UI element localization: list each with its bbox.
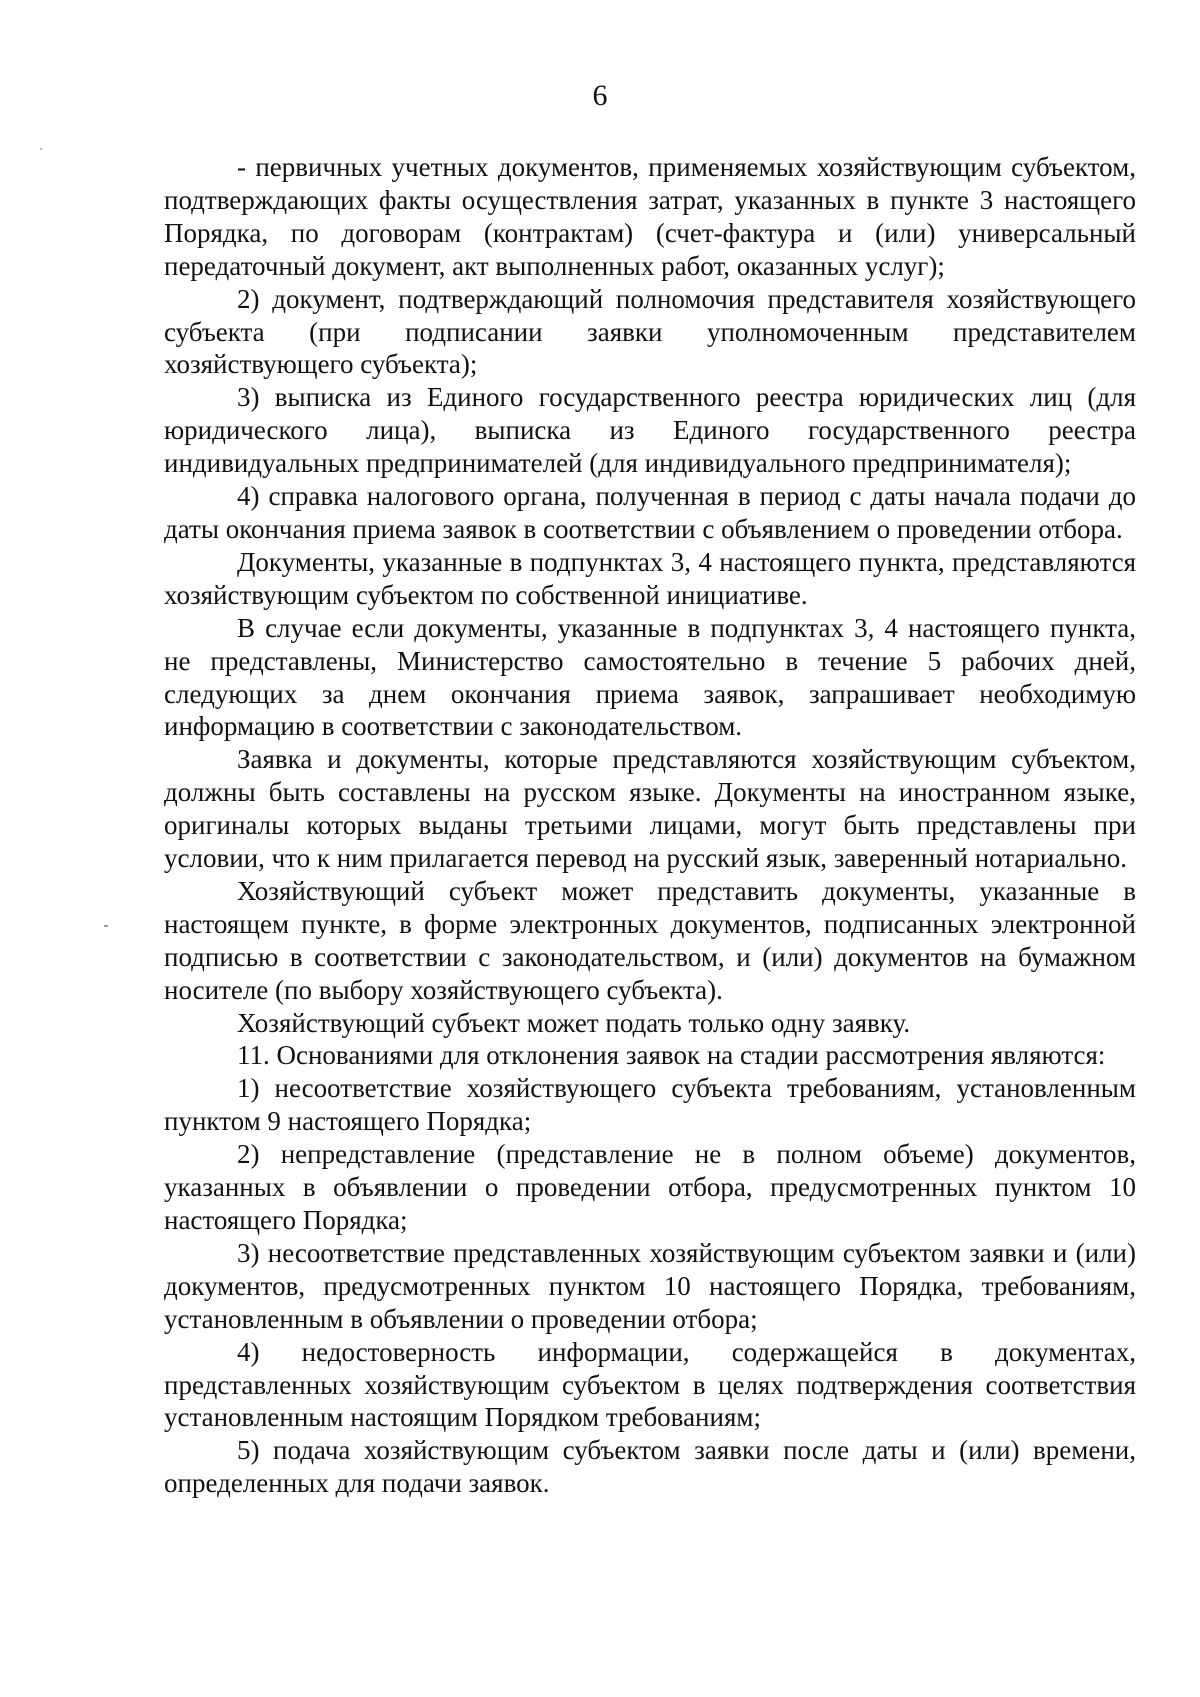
paragraph-language: Заявка и документы, которые представляются хозяйствующим субъектом, должны быть составлены на русском языке. Документы на иностранном языке, оригиналы которых выданы третьими лицами, могут быть представлены при условии, что к ним прилагается перевод на русский язык, заверенный нотариально. — [164, 744, 1136, 874]
paragraph-single-application: Хозяйствующий субъект может подать только одну заявку. — [237, 1007, 911, 1038]
paragraph-reason-5: 5) подача хозяйствующим субъектом заявки после даты и (или) времени, определенных для подачи заявок. — [164, 1435, 1136, 1499]
paragraph-ministry-request: В случае если документы, указанные в подпунктах 3, 4 настоящего пункта, не представлены, Министерство самостоятельно в течение 5 рабочих дней, следующих за днем окончания приема заявок, запрашивает необходимую информацию в соответствии с законодательством. — [164, 612, 1136, 742]
paragraph-primary-documents: - первичных учетных документов, применяемых хозяйствующим субъектом, подтверждающих факты осуществления затрат, указанных в пункте 3 настоящего Порядка, по договорам (контрактам) (счет-фактура и (или) универсальный передаточный документ, акт выполненных работ, оказанных услуг); — [164, 152, 1136, 281]
paragraph-electronic-form: Хозяйствующий субъект может представить документы, указанные в настоящем пункте, в форме электронных документов, подписанных электронной подписью в соответствии с законодательством, и (или) документов на бумажном носителе (по выбору хозяйствующего субъекта). — [164, 875, 1136, 1005]
document-body — [164, 151, 1136, 1500]
paragraph-item-3: 3) выписка из Единого государственного реестра юридических лиц (для юридического лица), выписка из Единого государственного реестра индивидуальных предпринимателей (для индивидуального предпринимателя); — [164, 382, 1136, 479]
paragraph-reason-2: 2) непредставление (представление не в полном объеме) документов, указанных в объявлении о проведении отбора, предусмотренных пунктом 10 настоящего Порядка; — [164, 1139, 1136, 1235]
scan-artifact — [104, 925, 108, 927]
scan-artifact — [40, 148, 42, 150]
paragraph-item-2: 2) документ, подтверждающий полномочия представителя хозяйствующего субъекта (при подписании заявки уполномоченным представителем хозяйствующего субъекта); — [164, 283, 1136, 380]
page-number: 6 — [592, 79, 608, 112]
paragraph-reason-4: 4) недостоверность информации, содержащейся в документах, представленных хозяйствующим субъектом в целях подтверждения соответствия установленным настоящим Порядком требованиям; — [164, 1336, 1136, 1433]
paragraph-item-4: 4) справка налогового органа, полученная в период с даты начала подачи до даты окончания приема заявок в соответствии с объявлением о проведении отбора. — [164, 481, 1136, 544]
paragraph-reason-3: 3) несоответствие представленных хозяйствующим субъектом заявки и (или) документов, предусмотренных пунктом 10 настоящего Порядка, требованиям, установленным в объявлении о проведении отбора; — [164, 1237, 1136, 1334]
paragraph-reason-1: 1) несоответствие хозяйствующего субъекта требованиям, установленным пунктом 9 настоящего Порядка; — [164, 1073, 1136, 1137]
paragraph-documents-initiative: Документы, указанные в подпунктах 3, 4 настоящего пункта, представляются хозяйствующим субъектом по собственной инициативе. — [164, 546, 1136, 610]
paragraph-section-11: 11. Основаниями для отклонения заявок на стадии рассмотрения являются: — [237, 1040, 1106, 1071]
